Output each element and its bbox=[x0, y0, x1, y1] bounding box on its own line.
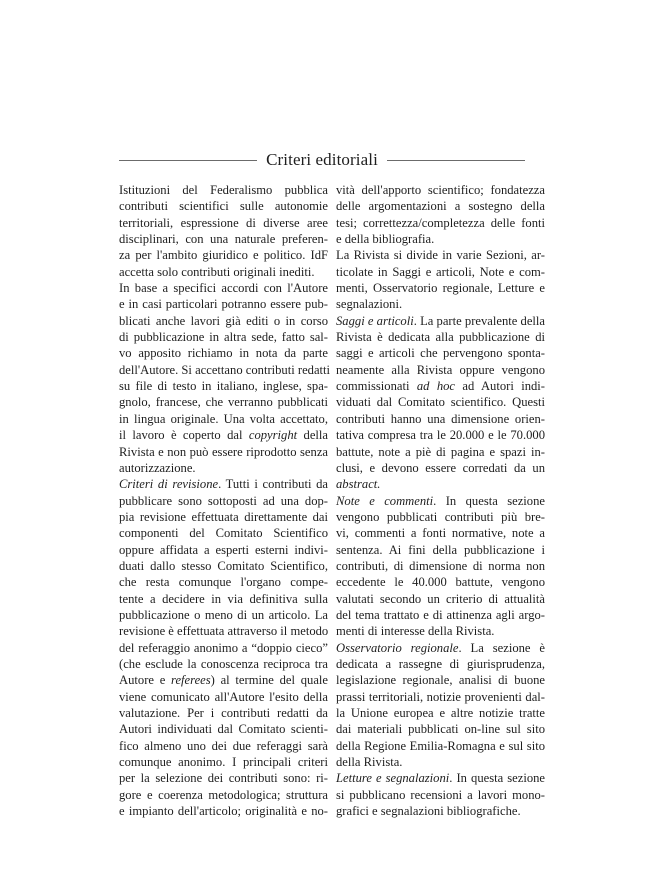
text-line bbox=[119, 411, 328, 427]
text-line bbox=[336, 787, 545, 803]
text-run: menti di interesse della Rivista. bbox=[336, 624, 495, 639]
text-line bbox=[119, 247, 328, 263]
text-run: battute, note a piè di pagina e spazi in- bbox=[336, 444, 545, 459]
text-line bbox=[336, 476, 545, 492]
text-run: disciplinari, con una naturale preferen- bbox=[119, 232, 328, 247]
text-run: tesi; correttezza/completezza delle fonti bbox=[336, 215, 545, 230]
text-run: ad Autori indi- bbox=[455, 379, 545, 394]
italic-run: abstract. bbox=[336, 477, 381, 492]
text-line bbox=[119, 394, 328, 410]
text-line bbox=[336, 247, 545, 263]
text-line bbox=[336, 296, 545, 312]
text-line bbox=[119, 787, 328, 803]
text-run: componenti del Comitato Scientifico bbox=[119, 526, 328, 541]
page-title: Criteri editoriali bbox=[266, 150, 378, 169]
text-run: accetta solo contributi originali inediti. bbox=[119, 264, 315, 279]
text-line bbox=[336, 623, 545, 639]
text-run: su file di testo in italiano, inglese, spa- bbox=[119, 379, 328, 394]
text-line bbox=[119, 198, 328, 214]
text-line bbox=[336, 198, 545, 214]
text-run: . In questa sezione bbox=[449, 771, 546, 786]
right-text-column bbox=[336, 182, 545, 819]
text-line bbox=[119, 296, 328, 312]
text-run: territoriali, espressione di diverse aree bbox=[119, 215, 328, 230]
text-run: vi, commenti a fonti normative, note a bbox=[336, 526, 545, 541]
text-line bbox=[336, 705, 545, 721]
text-line bbox=[119, 509, 328, 525]
text-run: . La sezione è bbox=[458, 640, 545, 655]
text-run: pubblicazione o meno di un articolo. La bbox=[119, 607, 328, 622]
text-run: contributi, di dimensione di norma non bbox=[336, 558, 545, 573]
text-line bbox=[336, 656, 545, 672]
text-run: vo apposito richiamo in nota da parte bbox=[119, 346, 328, 361]
text-line bbox=[119, 264, 328, 280]
text-line bbox=[336, 591, 545, 607]
text-line bbox=[336, 313, 545, 329]
text-line bbox=[119, 640, 328, 656]
text-line bbox=[119, 689, 328, 705]
text-line bbox=[336, 345, 545, 361]
text-line bbox=[119, 493, 328, 509]
text-line bbox=[119, 313, 328, 329]
text-line bbox=[119, 444, 328, 460]
text-line bbox=[336, 231, 545, 247]
text-line bbox=[119, 362, 331, 378]
text-line bbox=[119, 329, 328, 345]
text-run: contributi hanno una dimensione orien- bbox=[336, 411, 545, 426]
text-line bbox=[119, 721, 328, 737]
text-line bbox=[119, 182, 328, 198]
text-run: Rivista e non può essere riprodotto senza bbox=[119, 444, 328, 459]
text-run: In base a specifici accordi con l'Autore bbox=[119, 281, 328, 296]
text-run: La Rivista si divide in varie Sezioni, ar- bbox=[336, 248, 545, 263]
text-line bbox=[336, 444, 545, 460]
text-run: Autori individuati dal Comitato scienti- bbox=[119, 722, 328, 737]
text-run: za per l'ambito giuridico e politico. IdF bbox=[119, 248, 328, 263]
text-line bbox=[336, 689, 545, 705]
text-run: Istituzioni del Federalismo pubblica bbox=[119, 183, 328, 197]
italic-run: Letture e segnalazioni bbox=[336, 771, 450, 786]
text-run: . Tutti i contributi da bbox=[218, 477, 328, 492]
text-run: . La parte prevalente della bbox=[413, 313, 545, 328]
text-line bbox=[119, 460, 328, 476]
text-run: valutazione. Per i contributi redatti da bbox=[119, 706, 328, 720]
text-line bbox=[119, 280, 328, 296]
text-line bbox=[336, 754, 545, 770]
text-run: autorizzazione. bbox=[119, 460, 196, 475]
italic-run: ad hoc bbox=[416, 379, 455, 394]
text-run: e in casi particolari potranno essere pub- bbox=[119, 297, 328, 312]
text-run: e impianto dell'articolo; originalità e no- bbox=[119, 804, 328, 819]
text-line bbox=[336, 378, 545, 394]
text-line bbox=[336, 803, 545, 819]
text-line bbox=[119, 525, 328, 541]
text-line bbox=[336, 640, 545, 656]
text-line bbox=[119, 656, 328, 672]
text-line bbox=[336, 738, 545, 754]
text-line bbox=[119, 738, 328, 754]
text-run: (che esclude la conoscenza reciproca tra bbox=[119, 656, 328, 671]
text-run: tente a decidere in via definitiva sulla bbox=[119, 591, 328, 606]
text-line bbox=[336, 672, 545, 688]
text-line bbox=[119, 672, 328, 688]
text-run: saggi e articoli che pervengono sponta- bbox=[336, 346, 545, 361]
text-run: Rivista è dedicata alla pubblicazione di bbox=[336, 330, 545, 345]
text-line bbox=[336, 411, 545, 427]
text-run: neamente alla Rivista oppure vengono bbox=[336, 362, 545, 377]
text-line bbox=[119, 770, 328, 786]
text-run: tativa compresa tra le 20.000 e le 70.000 bbox=[336, 428, 545, 443]
heading-rule-left bbox=[119, 160, 257, 161]
text-run: la Unione europea e altre notizie tratte bbox=[336, 706, 545, 720]
text-line bbox=[336, 770, 545, 786]
text-line bbox=[336, 574, 545, 590]
text-run: per la selezione dei contributi sono: ri- bbox=[119, 771, 328, 786]
text-line bbox=[336, 542, 545, 558]
text-line bbox=[336, 329, 545, 345]
heading-rule-right bbox=[387, 160, 525, 161]
text-run: duati dallo stesso Comitato Scientifico, bbox=[119, 558, 328, 573]
text-line bbox=[336, 182, 545, 198]
text-run: ticolate in Saggi e articoli, Note e com- bbox=[336, 264, 545, 279]
text-run: valutati secondo un criterio di attualità bbox=[336, 591, 545, 606]
text-run: blicati anche lavori già editi o in corso bbox=[119, 313, 328, 328]
text-line bbox=[336, 362, 545, 378]
text-run: del referaggio anonimo a “doppio cieco” bbox=[119, 640, 328, 655]
text-run: e della bibliografia. bbox=[336, 232, 435, 247]
text-line bbox=[336, 460, 545, 476]
text-run: prassi territoriali, notizie provenienti dal- bbox=[336, 689, 545, 704]
italic-run: referees bbox=[171, 673, 211, 688]
text-run: menti, Osservatorio regionale, Letture e bbox=[336, 281, 545, 296]
text-run: della Rivista. bbox=[336, 755, 403, 770]
text-line bbox=[119, 427, 328, 443]
text-run: della bbox=[297, 428, 329, 443]
text-line bbox=[119, 591, 328, 607]
text-run: eccedente le 40.000 battute, vengono bbox=[336, 575, 545, 590]
text-line bbox=[336, 394, 545, 410]
text-run: pubblicare sono sottoposti ad una dop- bbox=[119, 493, 328, 508]
italic-run: Saggi e articoli bbox=[336, 313, 414, 328]
text-run: pia revisione effettuata direttamente dai bbox=[119, 509, 328, 524]
text-line bbox=[119, 705, 328, 721]
text-run: . In questa sezione bbox=[433, 493, 545, 508]
text-run: comunque anonimo. I principali criteri bbox=[119, 755, 328, 770]
text-run: commissionati bbox=[336, 379, 417, 394]
text-run: grafici e segnalazioni bibliografiche. bbox=[336, 804, 521, 819]
text-line bbox=[336, 280, 545, 296]
text-run: segnalazioni. bbox=[336, 297, 403, 312]
text-line bbox=[119, 754, 328, 770]
text-line bbox=[336, 721, 545, 737]
text-line bbox=[119, 215, 328, 231]
text-run: si pubblicano recensioni a lavori mono- bbox=[336, 787, 545, 802]
text-run: gore e coerenza metodologica; struttura bbox=[119, 787, 328, 802]
text-line bbox=[119, 558, 328, 574]
left-text-column bbox=[119, 182, 331, 819]
text-line bbox=[336, 525, 545, 541]
text-run: contributi scientifici sulle autonomie bbox=[119, 199, 328, 214]
text-run: gnolo, francese, che verranno pubblicati bbox=[119, 395, 328, 410]
italic-run: Criteri di revisione bbox=[119, 477, 219, 492]
text-line bbox=[336, 264, 545, 280]
text-line bbox=[119, 231, 328, 247]
text-run: viduati dal Comitato scientifico. Questi bbox=[336, 395, 545, 410]
text-run: in lingua originale. Una volta accettato, bbox=[119, 411, 328, 426]
text-run: vengono pubblicati contributi più bre- bbox=[336, 509, 545, 524]
text-line bbox=[119, 607, 328, 623]
text-run: fico almeno uno dei due referaggi sarà bbox=[119, 738, 328, 753]
text-line bbox=[119, 623, 328, 639]
text-run: vità dell'apporto scientifico; fondatezza bbox=[336, 183, 545, 197]
text-run: revisione è effettuata attraverso il metodo bbox=[119, 624, 329, 639]
text-line bbox=[119, 803, 328, 819]
text-run: del tema trattato e di attinenza agli argo- bbox=[336, 607, 545, 622]
text-line bbox=[336, 493, 545, 509]
text-line bbox=[119, 574, 328, 590]
text-run: ) al termine del quale bbox=[210, 673, 329, 688]
text-run: dai materiali pubblicati on-line sul sito bbox=[336, 722, 545, 737]
text-run: della Regione Emilia-Romagna e sul sito bbox=[336, 738, 545, 753]
text-run: il lavoro è coperto dal bbox=[119, 428, 249, 443]
italic-run: Note e commenti bbox=[336, 493, 434, 508]
text-line bbox=[336, 607, 545, 623]
heading-row bbox=[119, 148, 525, 172]
text-run: dell'Autore. Si accettano contributi redatti bbox=[119, 362, 331, 377]
text-run: delle argomentazioni a sostegno della bbox=[336, 199, 545, 214]
text-line bbox=[336, 558, 545, 574]
text-run: Autore e bbox=[119, 673, 172, 688]
text-run: dedicata a rassegne di giurisprudenza, bbox=[336, 656, 545, 671]
text-run: oppure affidata a esperti esterni indivi- bbox=[119, 542, 328, 557]
text-run: di pubblicazione in altra sede, fatto sal- bbox=[119, 330, 328, 345]
text-line bbox=[119, 476, 328, 492]
text-line bbox=[119, 378, 328, 394]
text-line bbox=[119, 542, 328, 558]
text-line bbox=[119, 345, 328, 361]
text-run: sentenza. Ai fini della pubblicazione i bbox=[336, 542, 545, 557]
text-run: legislazione regionale, analisi di buone bbox=[336, 673, 545, 688]
text-line bbox=[336, 509, 545, 525]
italic-run: copyright bbox=[248, 428, 298, 443]
italic-run: Osservatorio regionale bbox=[336, 640, 459, 655]
text-run: clusi, e devono essere corredati da un bbox=[336, 460, 545, 475]
text-line bbox=[336, 215, 545, 231]
text-run: che resta comunque l'organo compe- bbox=[119, 575, 328, 590]
text-run: viene comunicato all'Autore l'esito della bbox=[119, 689, 328, 704]
text-line bbox=[336, 427, 545, 443]
